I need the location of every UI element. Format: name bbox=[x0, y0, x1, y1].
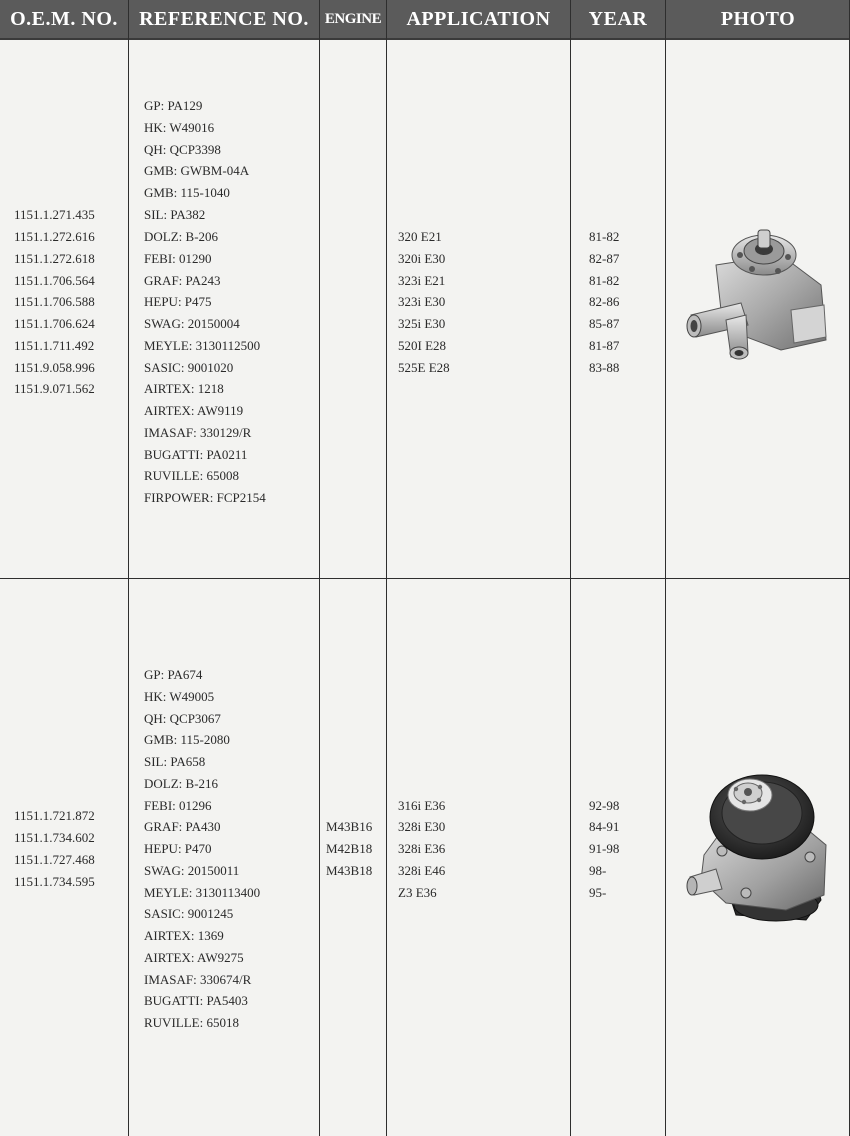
oem-number: 1151.1.734.602 bbox=[14, 830, 95, 845]
reference-number: GMB: 115-2080 bbox=[144, 732, 230, 747]
reference-number: IMASAF: 330674/R bbox=[144, 972, 252, 987]
reference-number: QH: QCP3398 bbox=[144, 142, 221, 157]
oem-number: 1151.1.727.468 bbox=[14, 852, 95, 867]
column-divider bbox=[386, 0, 387, 1136]
application-model: 325i E30 bbox=[398, 316, 446, 331]
reference-number: GRAF: PA430 bbox=[144, 819, 221, 834]
engine-code: M43B18 bbox=[326, 863, 373, 878]
reference-number: DOLZ: B-216 bbox=[144, 776, 219, 791]
reference-number: MEYLE: 3130112500 bbox=[144, 338, 261, 353]
column-divider bbox=[128, 0, 129, 1136]
year-range: 98- bbox=[589, 863, 607, 878]
column-divider bbox=[319, 0, 320, 1136]
reference-number: SASIC: 9001245 bbox=[144, 906, 234, 921]
reference-number: HEPU: P475 bbox=[144, 294, 212, 309]
reference-number: BUGATTI: PA0211 bbox=[144, 447, 248, 462]
oem-number: 1151.1.271.435 bbox=[14, 207, 95, 222]
reference-number: AIRTEX: 1218 bbox=[144, 381, 224, 396]
water-pump-image bbox=[686, 765, 834, 925]
application-model: 328i E30 bbox=[398, 819, 446, 834]
reference-number: HEPU: P470 bbox=[144, 841, 212, 856]
reference-number: SWAG: 20150004 bbox=[144, 316, 240, 331]
oem-number: 1151.1.734.595 bbox=[14, 874, 95, 889]
row-divider bbox=[0, 578, 850, 579]
year-range: 92-98 bbox=[589, 798, 620, 813]
reference-number: FEBI: 01290 bbox=[144, 251, 212, 266]
oem-number: 1151.1.706.564 bbox=[14, 273, 95, 288]
reference-number: AIRTEX: AW9275 bbox=[144, 950, 244, 965]
application-model: 320i E30 bbox=[398, 251, 446, 266]
reference-number: AIRTEX: 1369 bbox=[144, 928, 224, 943]
reference-number: GMB: GWBM-04A bbox=[144, 163, 250, 178]
oem-number: 1151.1.272.618 bbox=[14, 251, 95, 266]
water-pump-image bbox=[686, 225, 836, 365]
reference-number: AIRTEX: AW9119 bbox=[144, 403, 244, 418]
oem-number: 1151.1.706.588 bbox=[14, 294, 95, 309]
reference-number: FEBI: 01296 bbox=[144, 798, 212, 813]
application-model: Z3 E36 bbox=[398, 885, 437, 900]
header-application: APPLICATION bbox=[406, 7, 551, 30]
reference-number: SASIC: 9001020 bbox=[144, 360, 234, 375]
year-range: 82-87 bbox=[589, 251, 620, 266]
reference-number: RUVILLE: 65008 bbox=[144, 468, 239, 483]
reference-number: BUGATTI: PA5403 bbox=[144, 993, 248, 1008]
reference-number: HK: W49005 bbox=[144, 689, 215, 704]
year-range: 84-91 bbox=[589, 819, 620, 834]
oem-number: 1151.9.071.562 bbox=[14, 381, 95, 396]
year-range: 95- bbox=[589, 885, 607, 900]
application-model: 525E E28 bbox=[398, 360, 450, 375]
application-model: 323i E21 bbox=[398, 273, 446, 288]
oem-number: 1151.1.711.492 bbox=[14, 338, 95, 353]
year-range: 81-87 bbox=[589, 338, 620, 353]
oem-number: 1151.1.272.616 bbox=[14, 229, 95, 244]
header-oem-no: O.E.M. NO. bbox=[10, 7, 118, 30]
column-divider bbox=[665, 0, 666, 1136]
column-divider bbox=[570, 0, 571, 1136]
oem-number: 1151.1.721.872 bbox=[14, 808, 95, 823]
oem-number: 1151.1.706.624 bbox=[14, 316, 95, 331]
year-range: 91-98 bbox=[589, 841, 620, 856]
reference-number: GP: PA674 bbox=[144, 667, 203, 682]
header-reference-no: REFERENCE NO. bbox=[139, 7, 309, 30]
application-model: 520I E28 bbox=[398, 338, 447, 353]
application-model: 316i E36 bbox=[398, 798, 446, 813]
reference-number: FIRPOWER: FCP2154 bbox=[144, 490, 266, 505]
header-photo: PHOTO bbox=[720, 7, 796, 30]
reference-number: GMB: 115-1040 bbox=[144, 185, 230, 200]
application-model: 320 E21 bbox=[398, 229, 442, 244]
reference-number: SIL: PA658 bbox=[144, 754, 206, 769]
reference-number: GRAF: PA243 bbox=[144, 273, 221, 288]
reference-number: IMASAF: 330129/R bbox=[144, 425, 252, 440]
reference-number: QH: QCP3067 bbox=[144, 711, 221, 726]
reference-number: MEYLE: 3130113400 bbox=[144, 885, 261, 900]
year-range: 85-87 bbox=[589, 316, 620, 331]
reference-number: GP: PA129 bbox=[144, 98, 203, 113]
engine-code: M42B18 bbox=[326, 841, 373, 856]
reference-number: SWAG: 20150011 bbox=[144, 863, 240, 878]
application-model: 328i E36 bbox=[398, 841, 446, 856]
engine-code: M43B16 bbox=[326, 819, 373, 834]
reference-number: HK: W49016 bbox=[144, 120, 215, 135]
reference-number: DOLZ: B-206 bbox=[144, 229, 219, 244]
reference-number: SIL: PA382 bbox=[144, 207, 206, 222]
year-range: 81-82 bbox=[589, 273, 620, 288]
year-range: 81-82 bbox=[589, 229, 620, 244]
year-range: 83-88 bbox=[589, 360, 620, 375]
application-model: 323i E30 bbox=[398, 294, 446, 309]
application-model: 328i E46 bbox=[398, 863, 446, 878]
year-range: 82-86 bbox=[589, 294, 620, 309]
header-engine: ENGINE bbox=[324, 10, 382, 27]
reference-number: RUVILLE: 65018 bbox=[144, 1015, 239, 1030]
header-year: YEAR bbox=[588, 7, 648, 30]
oem-number: 1151.9.058.996 bbox=[14, 360, 95, 375]
